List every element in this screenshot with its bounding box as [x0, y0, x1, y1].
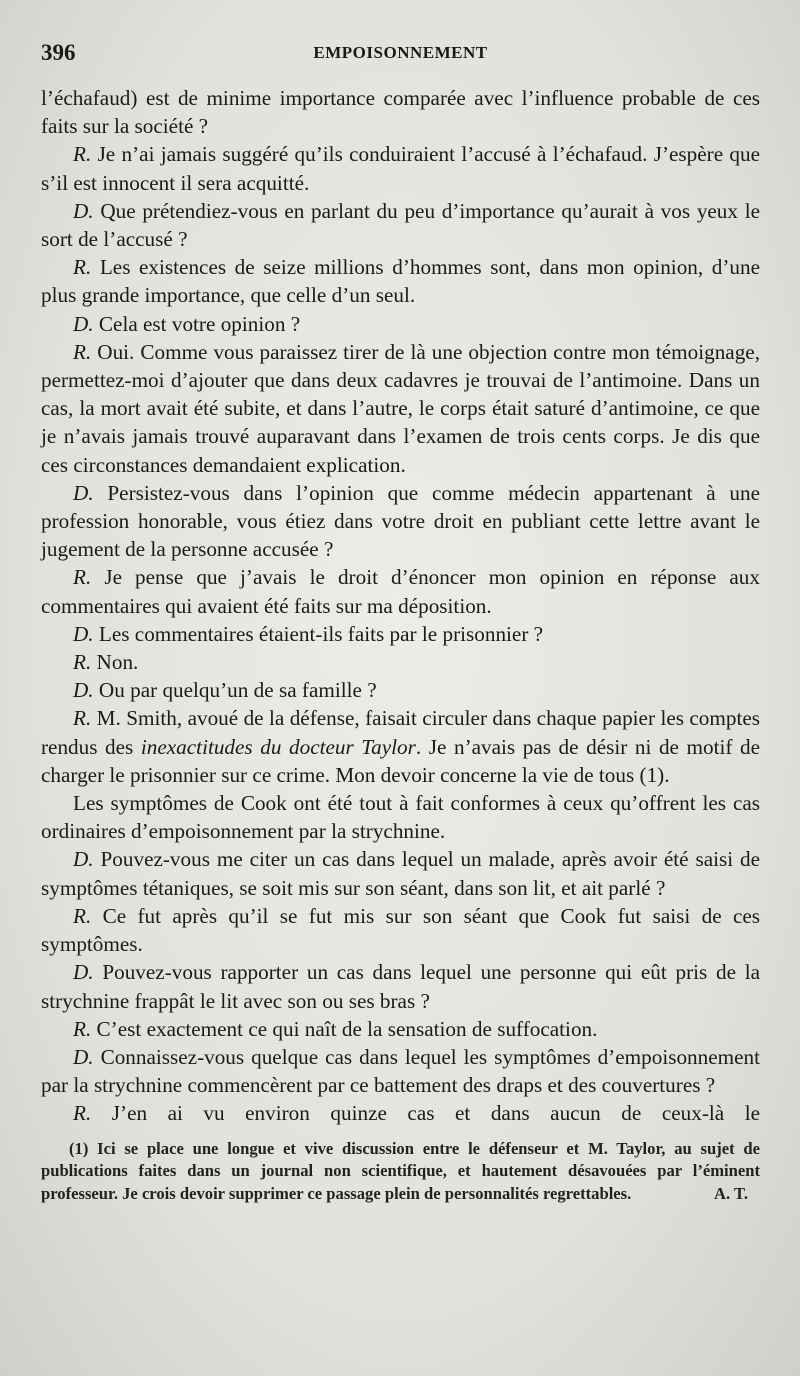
paragraph: D. Pouvez-vous rapporter un cas dans lequel une personne qui eût pris de la strychnine frappât le lit avec son ou ses bras ?: [41, 960, 760, 1013]
paragraph: R. Les existences de seize millions d’hommes sont, dans mon opinion, d’une plus grande importance, que celle d’un seul.: [41, 255, 761, 308]
body-text: [41, 84, 760, 1128]
running-title: EMPOISONNEMENT: [313, 43, 488, 62]
speaker-label: D.: [73, 960, 94, 985]
paragraph: R. Oui. Comme vous paraissez tirer de là une objection contre mon témoignage, permettez-moi d’ajouter que dans deux cadavres je trouvai de l’antimoine. Dans un cas, la mort avait été subite, et dans l’autre, le corps était saturé d’antimoine, ce que je n’avais jamais trouvé auparavant dans l’examen de trois cents corps. Je dis que ces circonstances demandaient explication.: [41, 339, 761, 477]
paragraph: D. Connaissez-vous quelque cas dans lequel les symptômes d’empoisonnement par la strychnine commencèrent par ce battement des draps et des couvertures ?: [41, 1044, 760, 1098]
speaker-label: R.: [73, 142, 92, 167]
paragraph: R. Je pense que j’avais le droit d’énoncer mon opinion en réponse aux commentaires qui avaient été faits sur ma déposition.: [41, 565, 760, 618]
paragraph: D. Que prétendiez-vous en parlant du peu d’importance qu’aurait à vos yeux le sort de l’accusé ?: [41, 198, 760, 252]
speaker-label: R.: [73, 1101, 92, 1126]
speaker-label: D.: [73, 678, 94, 703]
paragraph: R. C’est exactement ce qui naît de la sensation de suffocation.: [73, 1016, 598, 1041]
speaker-label: D.: [73, 847, 94, 872]
speaker-label: D.: [73, 1044, 94, 1069]
speaker-label: R.: [73, 706, 92, 731]
speaker-label: D.: [73, 311, 94, 336]
paragraph: R. Je n’ai jamais suggéré qu’ils conduiraient l’accusé à l’échafaud. J’espère que s’il est innocent il sera acquitté.: [41, 142, 761, 195]
speaker-label: D.: [73, 198, 94, 223]
paragraph: R. Ce fut après qu’il se fut mis sur son séant que Cook fut saisi de ces symptômes.: [41, 903, 761, 957]
speaker-label: R.: [73, 255, 92, 280]
running-head: [41, 40, 760, 76]
paragraph: D. Cela est votre opinion ?: [73, 311, 301, 336]
paragraph: R. J’en ai vu environ quinze cas et dans aucun de ceux-là le: [73, 1101, 760, 1126]
paragraph: D. Ou par quelqu’un de sa famille ?: [73, 678, 377, 703]
speaker-label: R.: [73, 903, 92, 928]
paragraph: R. M. Smith, avoué de la défense, faisait circuler dans chaque papier les comptes rendus des inexactitudes du docteur Taylor. Je n’avais pas de désir ni de motif de charger le prisonnier sur ce crime. Mon devoir concerne la vie de tous (1).: [41, 706, 761, 787]
footnote-text: (1) Ici se place une longue et vive discussion entre le défenseur et M. Taylor, au sujet de publications faites dans un journal non scientifique, et hautement désavouées par l’éminent professeur. Je crois devoir supprimer ce passage plein de personnalités regrettables. A. T.: [41, 1138, 760, 1206]
speaker-label: D.: [73, 480, 94, 505]
speaker-label: R.: [73, 565, 92, 590]
paragraph: R. Non.: [73, 650, 139, 675]
footnote-signature: A. T.: [714, 1183, 748, 1203]
footnote: [41, 1138, 760, 1206]
paragraph: D. Les commentaires étaient-ils faits par le prisonnier ?: [73, 621, 544, 646]
paragraph: D. Pouvez-vous me citer un cas dans lequel un malade, après avoir été saisi de symptômes tétaniques, se soit mis sur son séant, dans son lit, et ait parlé ?: [41, 847, 761, 900]
emphasis-text: inexactitudes du docteur Taylor: [140, 734, 416, 759]
page-number: 396: [41, 40, 76, 65]
speaker-label: R.: [73, 1016, 92, 1041]
paragraph: D. Persistez-vous dans l’opinion que comme médecin appartenant à une profession honorable, vous étiez dans votre droit en publiant cette lettre avant le jugement de la personne accusée ?: [41, 480, 760, 562]
paragraph: Les symptômes de Cook ont été tout à fait conformes à ceux qu’offrent les cas ordinaires d’empoisonnement par la strychnine.: [41, 791, 760, 844]
speaker-label: D.: [73, 621, 94, 646]
speaker-label: R.: [73, 339, 92, 364]
speaker-label: R.: [73, 650, 92, 675]
paragraph: l’échafaud) est de minime importance comparée avec l’influence probable de ces faits sur la société ?: [41, 86, 760, 139]
